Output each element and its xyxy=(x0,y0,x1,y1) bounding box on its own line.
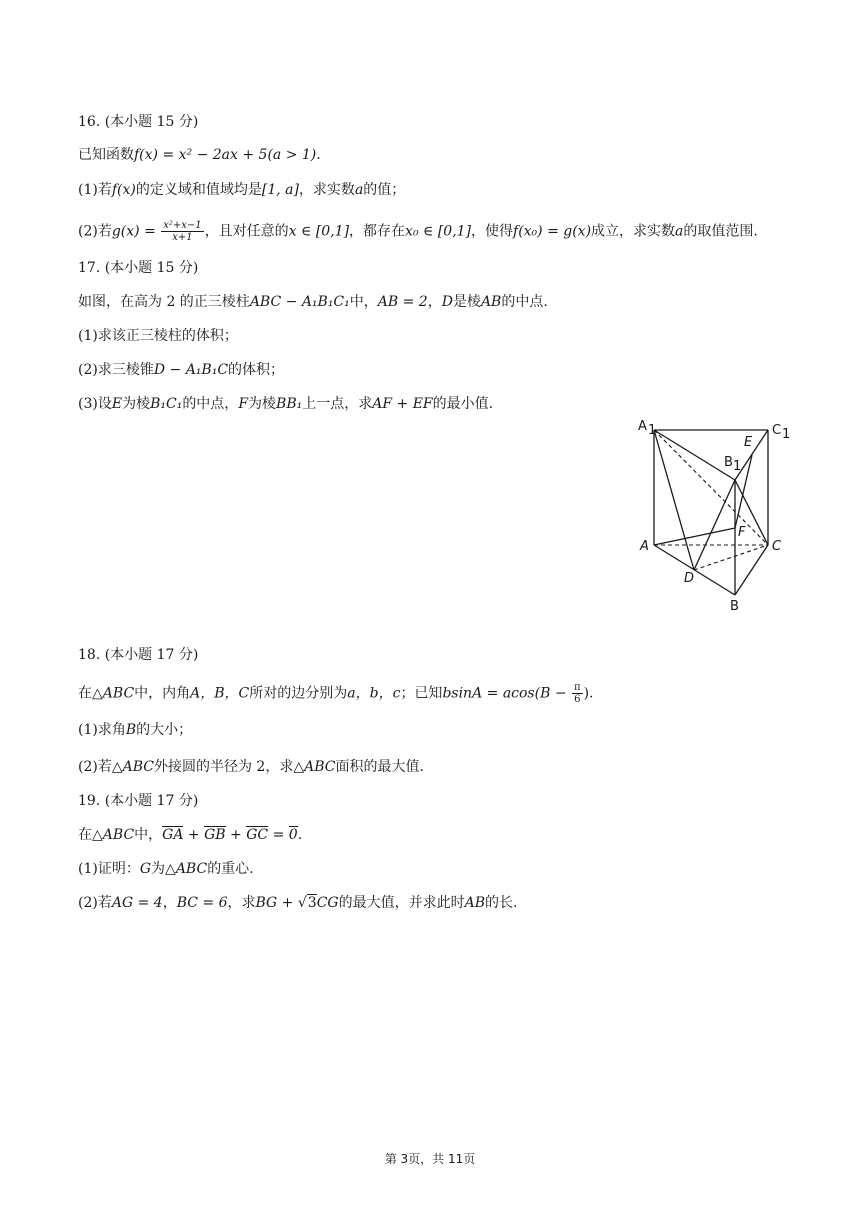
q17-p3-pre: (3)设 xyxy=(78,396,112,412)
q17-p3-bb1: BB₁ xyxy=(276,396,303,412)
q18-frac-den: 6 xyxy=(574,694,581,705)
q16-stem-text: 已知函数 xyxy=(78,147,134,163)
q19-p2-cg: CG xyxy=(316,895,339,911)
q17-part2 xyxy=(78,360,284,380)
q16-p2-mid2: ，都存在 xyxy=(349,223,406,240)
q16-p1-mid: 的定义域和值域均是 xyxy=(135,182,262,198)
q19-p2-sqrt-arg: 3 xyxy=(307,895,317,911)
q16-p2-end: 的取值范围. xyxy=(683,223,758,240)
q16-p2-a: a xyxy=(675,223,684,240)
q18-stem-angles: A，B，C xyxy=(190,685,250,702)
label-b1: B xyxy=(724,455,733,470)
vector-zero: 0 xyxy=(288,827,298,843)
q19-p2-mid: ，求 xyxy=(227,895,256,911)
q19-plus-2: + xyxy=(225,827,247,843)
q16-p1-post: ，求实数 xyxy=(298,182,355,198)
q19-p2-end: 的长. xyxy=(485,895,518,911)
q17-p3-sum: AF + EF xyxy=(372,396,433,412)
q16-stem-math: f(x) = x² − 2ax + 5(a > 1). xyxy=(134,147,321,163)
q19-p1-mid: 为△ xyxy=(151,861,176,877)
segment-b1d xyxy=(694,480,735,570)
q16-p2-g: g(x) = xyxy=(111,223,156,240)
q16-part1 xyxy=(78,180,405,200)
q18-stem-eq: bsinA = acos(B − xyxy=(442,685,567,702)
vector-gc: GC xyxy=(246,827,269,843)
q19-p2-mid2: 的最大值，并求此时 xyxy=(338,895,465,911)
label-c1-sub: 1 xyxy=(782,427,791,442)
q19-p2-comma: ， xyxy=(162,895,177,911)
q19-stem xyxy=(78,825,302,845)
q19-p1-g: G xyxy=(139,861,152,877)
q18-stem-mid3: ；已知 xyxy=(400,685,443,702)
label-f: F xyxy=(738,525,746,540)
q19-part2 xyxy=(78,893,517,913)
q16-part2 xyxy=(78,220,758,243)
q19-equals: = xyxy=(268,827,289,843)
q19-p2-bc: BC = 6 xyxy=(176,895,228,911)
q17-stem xyxy=(78,292,548,312)
q16-p2-mid3: ，使得 xyxy=(471,223,514,240)
label-c1: C xyxy=(772,423,782,438)
q19-p1-abc: ABC xyxy=(175,861,208,877)
q18-stem-eq-post: ). xyxy=(583,685,594,702)
q17-stem-mid: 中， xyxy=(349,294,378,310)
prism-diagram xyxy=(632,410,792,615)
label-a: A xyxy=(640,539,649,554)
q18-stem-mid1: 中，内角 xyxy=(134,685,191,702)
q17-stem-ab2: AB xyxy=(480,294,502,310)
q18-p1-b: B xyxy=(125,722,137,738)
q17-p3-mid4: 上一点，求 xyxy=(302,396,373,412)
label-a1: A xyxy=(638,419,647,434)
q19-p2-bg: BG + xyxy=(255,895,298,911)
q17-p3-f: F xyxy=(238,396,249,412)
q16-p2-fraction xyxy=(161,220,203,243)
q16-p1-end: 的值； xyxy=(363,182,406,198)
q16-p2-mid4: 成立，求实数 xyxy=(591,223,676,240)
q19-p1-end: 的重心. xyxy=(207,861,254,877)
q16-p2-frac-num: x²+x−1 xyxy=(163,220,202,231)
q18-stem-sides: a，b，c xyxy=(347,685,401,702)
q17-p3-mid1: 为棱 xyxy=(122,396,151,412)
q16-p2-x: x ∈ [0,1] xyxy=(288,223,350,240)
q16-p2-eq: f(x₀) = g(x) xyxy=(513,223,592,240)
q17-stem-mid2: 是棱 xyxy=(452,294,481,310)
q17-p2-math: D − A₁B₁C xyxy=(153,362,229,378)
q19-p2-sqrt-sign: √ xyxy=(297,895,307,911)
q17-p2-pre: (2)求三棱锥 xyxy=(78,362,154,378)
q18-p2-abc2: ABC xyxy=(304,759,336,775)
q17-stem-comma: ， xyxy=(427,294,442,310)
q17-stem-ab: AB = 2 xyxy=(377,294,428,310)
q16-p2-x0: x₀ ∈ [0,1] xyxy=(405,223,472,240)
q17-p3-mid2: 的中点， xyxy=(182,396,239,412)
label-a1-sub: 1 xyxy=(648,423,657,438)
prism-figure xyxy=(632,410,792,615)
q18-stem-fraction xyxy=(572,682,583,705)
q18-frac-num: π xyxy=(574,682,581,693)
q19-stem-abc: ABC xyxy=(102,827,135,843)
q19-part1 xyxy=(78,859,254,879)
q16-p2-pre: (2)若 xyxy=(78,223,112,240)
q16-stem xyxy=(78,145,321,165)
label-c: C xyxy=(772,539,782,554)
q16-header: 16. (本小题 15 分) xyxy=(78,114,199,130)
q19-p1-pre: (1)证明： xyxy=(78,861,140,877)
q16-p2-frac-den: x+1 xyxy=(172,232,193,243)
q17-header: 17. (本小题 15 分) xyxy=(78,260,199,276)
q17-p3-b1c1: B₁C₁ xyxy=(150,396,183,412)
q19-stem-mid: 中， xyxy=(134,827,163,843)
q19-p2-pre: (2)若 xyxy=(78,895,112,911)
q18-p2-mid: 外接圆的半径为 2，求△ xyxy=(153,759,305,775)
edge-bc xyxy=(735,545,768,595)
label-e: E xyxy=(744,435,753,450)
vector-gb: GB xyxy=(204,827,226,843)
q18-part2 xyxy=(78,757,424,777)
q16-p1-pre: (1)若 xyxy=(78,182,112,198)
q16-p2-mid1: ，且对任意的 xyxy=(204,223,289,240)
q17-p3-e: E xyxy=(111,396,123,412)
q17-stem-prism: ABC − A₁B₁C₁ xyxy=(249,294,350,310)
q17-stem-d: D xyxy=(441,294,453,310)
q18-p2-pre: (2)若△ xyxy=(78,759,123,775)
q18-p2-end: 面积的最大值. xyxy=(335,759,424,775)
label-b1-sub: 1 xyxy=(733,459,742,474)
q17-p3-end: 的最小值. xyxy=(432,396,494,412)
vector-ga: GA xyxy=(162,827,184,843)
q17-part1: (1)求该正三棱柱的体积； xyxy=(78,328,238,344)
q19-p2-ag: AG = 4 xyxy=(111,895,163,911)
q16-p1-interval: [1, a] xyxy=(261,182,299,198)
q18-header: 18. (本小题 17 分) xyxy=(78,647,199,663)
q18-p1-pre: (1)求角 xyxy=(78,722,126,738)
q16-p1-fx: f(x) xyxy=(111,182,136,198)
q16-p1-a: a xyxy=(354,182,364,198)
q17-stem-pre: 如图，在高为 2 的正三棱柱 xyxy=(78,294,250,310)
label-d: D xyxy=(684,571,695,586)
q19-header: 19. (本小题 17 分) xyxy=(78,793,199,809)
q17-p2-end: 的体积； xyxy=(228,362,285,378)
segment-dc-hidden xyxy=(694,545,768,570)
segment-af xyxy=(654,528,735,545)
q17-stem-end: 的中点. xyxy=(501,294,548,310)
q18-p2-abc: ABC xyxy=(122,759,154,775)
q18-stem-abc: ABC xyxy=(102,685,135,702)
page-footer: 第 3页，共 11页 xyxy=(384,1152,476,1166)
q18-stem xyxy=(78,682,594,705)
q17-p3-mid3: 为棱 xyxy=(248,396,277,412)
label-b: B xyxy=(730,599,739,614)
q19-p2-ab: AB xyxy=(464,895,486,911)
q17-part3 xyxy=(78,394,493,414)
q19-stem-end: . xyxy=(297,827,303,843)
q19-stem-pre: 在△ xyxy=(78,827,103,843)
q18-part1 xyxy=(78,720,192,740)
q18-p1-end: 的大小； xyxy=(136,722,193,738)
q18-stem-pre: 在△ xyxy=(78,685,103,702)
q18-stem-mid2: 所对的边分别为 xyxy=(249,685,348,702)
q19-plus-1: + xyxy=(183,827,205,843)
